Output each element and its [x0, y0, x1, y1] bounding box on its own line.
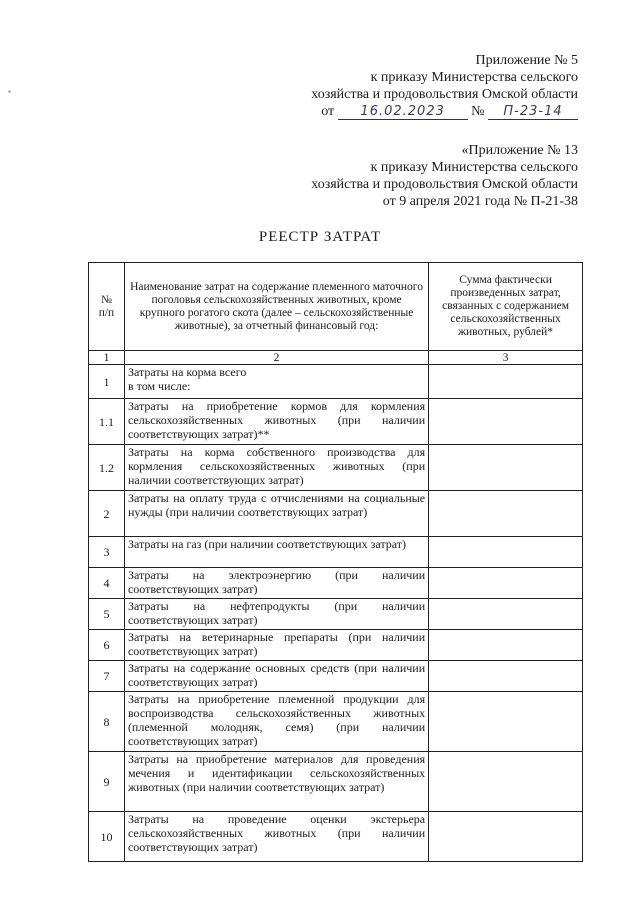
row-number: 1: [89, 365, 125, 399]
table-row: [89, 661, 583, 692]
column-number: 2: [124, 351, 428, 365]
row-cost-name: Затраты на нефтепродукты (при наличии соответствующих затрат): [124, 599, 428, 630]
row-number: 3: [89, 537, 125, 568]
table-row: [89, 752, 583, 812]
handwritten-number: П-23-14: [488, 105, 578, 120]
row-cost-name: Затраты на проведение оценки экстерьера сельскохозяйственных животных (при наличии соответствующих затрат): [124, 812, 428, 862]
row-sum-cell[interactable]: [429, 445, 583, 491]
row-sum-cell[interactable]: [429, 537, 583, 568]
row-cost-name: Затраты на корма собственного производства для кормления сельскохозяйственных животных (при наличии соответствующих затрат): [124, 445, 428, 491]
appendix-date-number: от 9 апреля 2021 года № П-21-38: [382, 194, 578, 209]
row-cost-name: Затраты на ветеринарные препараты (при наличии соответствующих затрат): [124, 630, 428, 661]
row-sum-cell[interactable]: [429, 568, 583, 599]
row-number: 2: [89, 491, 125, 537]
column-numbers-row: [89, 351, 583, 365]
table-row: [89, 568, 583, 599]
table-row: [89, 692, 583, 752]
column-header-name: Наименование затрат на содержание племенного маточного поголовья сельскохозяйственных животных, кроме крупного рогатого скота (далее – сельскохозяйственные животные), за отчетный финансовый год:: [124, 263, 428, 351]
row-number: 7: [89, 661, 125, 692]
row-cost-name-text: Затраты на корма всего в том числе:: [127, 365, 247, 393]
row-sum-cell[interactable]: [429, 661, 583, 692]
appendix-order-ref: к приказу Министерства сельского: [370, 160, 578, 175]
table-row: [89, 399, 583, 445]
row-cost-name: Затраты на газ (при наличии соответствующих затрат): [124, 537, 428, 568]
cost-register-table: [88, 262, 583, 862]
row-number: 1.1: [89, 399, 125, 445]
row-sum-cell[interactable]: [429, 365, 583, 399]
row-number: 10: [89, 812, 125, 862]
table-row: [89, 812, 583, 862]
handwritten-date: 16.02.2023: [338, 105, 468, 120]
column-number: 1: [89, 351, 125, 365]
number-label: №: [471, 104, 485, 119]
row-number: 4: [89, 568, 125, 599]
document-title: РЕЕСТР ЗАТРАТ: [258, 229, 382, 245]
table-row: [89, 445, 583, 491]
row-cost-name: Затраты на содержание основных средств (при наличии соответствующих затрат): [124, 661, 428, 692]
table-row: [89, 365, 583, 399]
row-cost-name: Затраты на оплату труда с отчислениями на социальные нужды (при наличии соответствующих затрат): [124, 491, 428, 537]
row-cost-name: Затраты на приобретение кормов для кормления сельскохозяйственных животных (при наличии соответствующих затрат)**: [124, 399, 428, 445]
row-sum-cell[interactable]: [429, 599, 583, 630]
row-sum-cell[interactable]: [429, 399, 583, 445]
appendix-header-5: [311, 52, 578, 120]
appendix-date-line: [311, 103, 578, 120]
table-row: [89, 599, 583, 630]
row-cost-name: Затраты на электроэнергию (при наличии соответствующих затрат): [124, 568, 428, 599]
appendix-title: «Приложение № 13: [461, 143, 578, 158]
row-cost-name: Затраты на приобретение материалов для проведения мечения и идентификации сельскохозяйственных животных (при наличии соответствующих затрат): [124, 752, 428, 812]
table-row: [89, 491, 583, 537]
scan-speck: [8, 90, 11, 93]
appendix-ministry: хозяйства и продовольствия Омской области: [311, 87, 578, 102]
row-sum-cell[interactable]: [429, 491, 583, 537]
row-cost-name: [124, 365, 428, 399]
row-number: 9: [89, 752, 125, 812]
column-header-number: № п/п: [89, 263, 125, 351]
table-row: [89, 630, 583, 661]
appendix-header-13: [311, 142, 578, 210]
table-row: [89, 537, 583, 568]
appendix-order-ref: к приказу Министерства сельского: [370, 70, 578, 85]
appendix-ministry: хозяйства и продовольствия Омской области: [311, 177, 578, 192]
row-sum-cell[interactable]: [429, 752, 583, 812]
row-number: 6: [89, 630, 125, 661]
column-header-sum: Сумма фактически произведенных затрат, связанных с содержанием сельскохозяйственных животных, рублей*: [429, 263, 583, 351]
column-number: 3: [429, 351, 583, 365]
row-sum-cell[interactable]: [429, 812, 583, 862]
row-sum-cell[interactable]: [429, 630, 583, 661]
table-header-row: [89, 263, 583, 351]
row-number: 1.2: [89, 445, 125, 491]
row-cost-name: Затраты на приобретение племенной продукции для воспроизводства сельскохозяйственных животных (племенной молодняк, семя) (при наличии соответствующих затрат): [124, 692, 428, 752]
row-number: 8: [89, 692, 125, 752]
row-sum-cell[interactable]: [429, 692, 583, 752]
appendix-title: Приложение № 5: [475, 53, 578, 68]
from-label: от: [321, 104, 335, 119]
row-number: 5: [89, 599, 125, 630]
